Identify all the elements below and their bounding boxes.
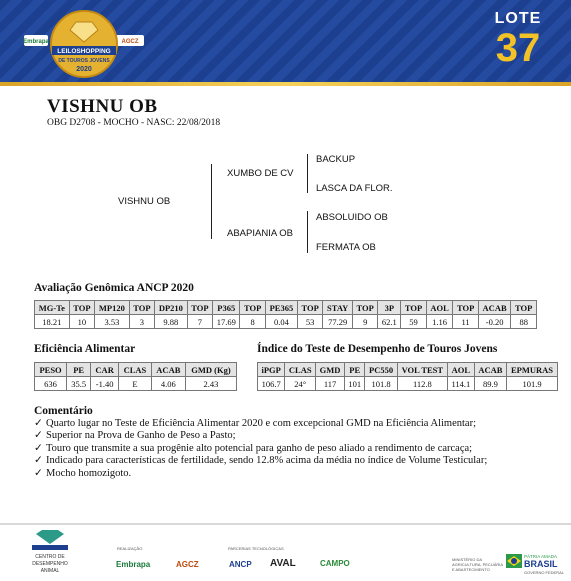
pedigree-line: [307, 154, 308, 193]
embrapa-badge-text: Embrapa: [23, 39, 49, 45]
comment-item: [34, 430, 544, 442]
feed-header-cell: GMD (Kg): [185, 363, 236, 377]
performance-header-cell: EPMURAS: [507, 363, 558, 377]
comment-text: Mocho homozigoto.: [46, 467, 132, 479]
lot-label: LOTE: [494, 10, 542, 27]
comment-text: Touro que transmite a sua progênie alto potencial para ganho de peso aliado a rendimento de carcaça;: [46, 442, 473, 454]
comment-item: [34, 468, 544, 480]
feed-value-cell: 4.06: [151, 377, 185, 391]
agcz-logo: AGCZ: [176, 560, 199, 569]
center-logo-icon: [36, 530, 64, 544]
feed-efficiency-table: [34, 362, 237, 391]
lot-number: 37: [495, 26, 541, 70]
pedigree-dam: ABAPIANIA OB: [227, 228, 293, 239]
genomic-header-row: [35, 301, 537, 315]
performance-value-cell: 117: [316, 377, 345, 391]
performance-test-title: Índice do Teste de Desempenho de Touros Jovens: [257, 343, 498, 355]
genomic-header-cell: MP120: [95, 301, 130, 315]
genomic-value-row: [35, 315, 537, 329]
performance-header-cell: GMD: [316, 363, 345, 377]
realizacao-label: REALIZAÇÃO: [117, 546, 143, 551]
genomic-header-cell: TOP: [401, 301, 426, 315]
performance-header-row: [258, 363, 558, 377]
performance-value-cell: 106.7: [258, 377, 285, 391]
comments-list: [34, 418, 544, 480]
checkmark-icon: ✓: [34, 442, 43, 454]
genomic-header-cell: MG-Te: [35, 301, 70, 315]
comment-item: [34, 418, 544, 430]
genomic-value-cell: 18.21: [35, 315, 70, 329]
genomic-header-cell: PE365: [265, 301, 297, 315]
genomic-value-cell: 3: [129, 315, 154, 329]
parcerias-label: PARCERIAS TECNOLÓGICAS: [228, 546, 284, 551]
feed-value-cell: 2.43: [185, 377, 236, 391]
comment-item: [34, 455, 544, 467]
center-logo: [22, 530, 78, 576]
pedigree-sire-dam: LASCA DA FLOR.: [316, 183, 393, 194]
ministry-label: MINISTÉRIO DA AGRICULTURA, PECUÁRIA E ABASTECIMENTO: [452, 557, 503, 572]
feed-efficiency-title: Eficiência Alimentar: [34, 343, 136, 355]
campo-logo: CAMPO: [320, 559, 350, 568]
genomic-header-cell: AOL: [426, 301, 453, 315]
genomic-value-cell: 7: [187, 315, 212, 329]
genomic-value-cell: 8: [240, 315, 265, 329]
feed-value-cell: E: [119, 377, 152, 391]
performance-value-cell: 114.1: [448, 377, 475, 391]
checkmark-icon: ✓: [34, 430, 43, 442]
genomic-value-cell: 17.69: [213, 315, 240, 329]
center-name-3: ANIMAL: [40, 568, 60, 574]
event-subtitle-text: DE TOUROS JOVENS: [58, 58, 110, 64]
performance-header-cell: PE: [344, 363, 364, 377]
footer: [0, 526, 571, 581]
performance-value-cell: 101.9: [507, 377, 558, 391]
performance-value-cell: 101.8: [365, 377, 397, 391]
performance-header-cell: VOL TEST: [397, 363, 447, 377]
performance-header-cell: iPGP: [258, 363, 285, 377]
feed-value-cell: 636: [35, 377, 67, 391]
genomic-value-cell: 62.1: [378, 315, 401, 329]
genomic-header-cell: TOP: [69, 301, 94, 315]
feed-header-cell: PE: [67, 363, 91, 377]
genomic-header-cell: 3P: [378, 301, 401, 315]
embrapa-logo: Embrapa: [116, 560, 151, 569]
performance-value-row: [258, 377, 558, 391]
feed-value-row: [35, 377, 237, 391]
genomic-value-cell: 9.88: [155, 315, 188, 329]
checkmark-icon: ✓: [34, 455, 43, 467]
gov-line-1: PÁTRIA AMADA: [524, 554, 558, 559]
genomic-header-cell: P365: [213, 301, 240, 315]
performance-header-cell: CLAS: [285, 363, 316, 377]
feed-value-cell: 35.5: [67, 377, 91, 391]
genomic-header-cell: TOP: [187, 301, 212, 315]
footer-divider: [0, 523, 571, 525]
feed-header-row: [35, 363, 237, 377]
performance-header-cell: ACAB: [474, 363, 506, 377]
genomic-title: Avaliação Genômica ANCP 2020: [34, 282, 194, 294]
performance-test-table: [257, 362, 558, 391]
genomic-value-cell: 59: [401, 315, 426, 329]
genomic-value-cell: 53: [297, 315, 322, 329]
feed-header-cell: ACAB: [151, 363, 185, 377]
ancp-logo: ANCP: [229, 560, 252, 569]
performance-value-cell: 112.8: [397, 377, 447, 391]
performance-value-cell: 89.9: [474, 377, 506, 391]
animal-info: OBG D2708 - MOCHO - NASC: 22/08/2018: [47, 118, 221, 128]
feed-value-cell: -1.40: [91, 377, 119, 391]
genomic-value-cell: 88: [511, 315, 537, 329]
comment-text: Quarto lugar no Teste de Eficiência Alimentar 2020 e com excepcional GMD na Eficiência Alimentar;: [46, 418, 476, 429]
feed-header-cell: CAR: [91, 363, 119, 377]
genomic-header-cell: TOP: [240, 301, 265, 315]
performance-header-cell: AOL: [448, 363, 475, 377]
genomic-header-cell: STAY: [323, 301, 353, 315]
comment-text: Superior na Prova de Ganho de Peso a Pasto;: [46, 430, 236, 442]
gov-line-2: BRASIL: [524, 559, 558, 569]
genomic-value-cell: 3.53: [95, 315, 130, 329]
comment-item: [34, 443, 544, 455]
checkmark-icon: ✓: [34, 467, 43, 479]
pedigree-line: [307, 211, 308, 253]
genomic-header-cell: DP210: [155, 301, 188, 315]
genomic-table: [34, 300, 537, 329]
genomic-value-cell: 10: [69, 315, 94, 329]
genomic-header-cell: ACAB: [478, 301, 511, 315]
genomic-header-cell: TOP: [511, 301, 537, 315]
pedigree-dam-dam: FERMATA OB: [316, 242, 376, 253]
center-logo-bar: [32, 545, 68, 550]
performance-header-cell: PC550: [365, 363, 397, 377]
genomic-value-cell: -0.20: [478, 315, 511, 329]
gov-line-3: GOVERNO FEDERAL: [524, 570, 565, 575]
genomic-value-cell: 1.16: [426, 315, 453, 329]
event-logo: [22, 8, 172, 84]
agcz-badge-text: AGCZ: [121, 39, 139, 45]
genomic-header-cell: TOP: [129, 301, 154, 315]
genomic-value-cell: 0.04: [265, 315, 297, 329]
genomic-value-cell: 9: [352, 315, 377, 329]
pedigree-animal: VISHNU OB: [118, 196, 171, 207]
comment-text: Indicado para características de fertilidade, sendo 12.8% acima da média no índice de Volume Testicular;: [46, 455, 488, 467]
checkmark-icon: ✓: [34, 418, 43, 429]
aval-logo: AVAL: [270, 558, 296, 569]
comments-title: Comentário: [34, 405, 93, 417]
performance-value-cell: 24°: [285, 377, 316, 391]
pedigree-line: [211, 164, 212, 239]
genomic-header-cell: TOP: [352, 301, 377, 315]
genomic-header-cell: TOP: [453, 301, 478, 315]
feed-header-cell: PESO: [35, 363, 67, 377]
center-name-2: DESEMPENHO: [32, 561, 68, 567]
pedigree-sire: XUMBO DE CV: [227, 168, 294, 179]
center-name-1: CENTRO DE: [35, 554, 65, 560]
event-year-text: 2020: [76, 66, 92, 73]
animal-name: VISHNU OB: [47, 96, 158, 117]
performance-value-cell: 101: [344, 377, 364, 391]
genomic-header-cell: TOP: [297, 301, 322, 315]
event-title-text: LEILOSHOPPING: [57, 48, 111, 55]
genomic-value-cell: 77.29: [323, 315, 353, 329]
pedigree-sire-sire: BACKUP: [316, 154, 356, 165]
brazil-flag-icon: [506, 554, 522, 568]
pedigree-dam-sire: ABSOLUIDO OB: [316, 212, 388, 223]
header-banner: [0, 0, 571, 86]
genomic-value-cell: 11: [453, 315, 478, 329]
feed-header-cell: CLAS: [119, 363, 152, 377]
lot-badge: [483, 10, 553, 68]
